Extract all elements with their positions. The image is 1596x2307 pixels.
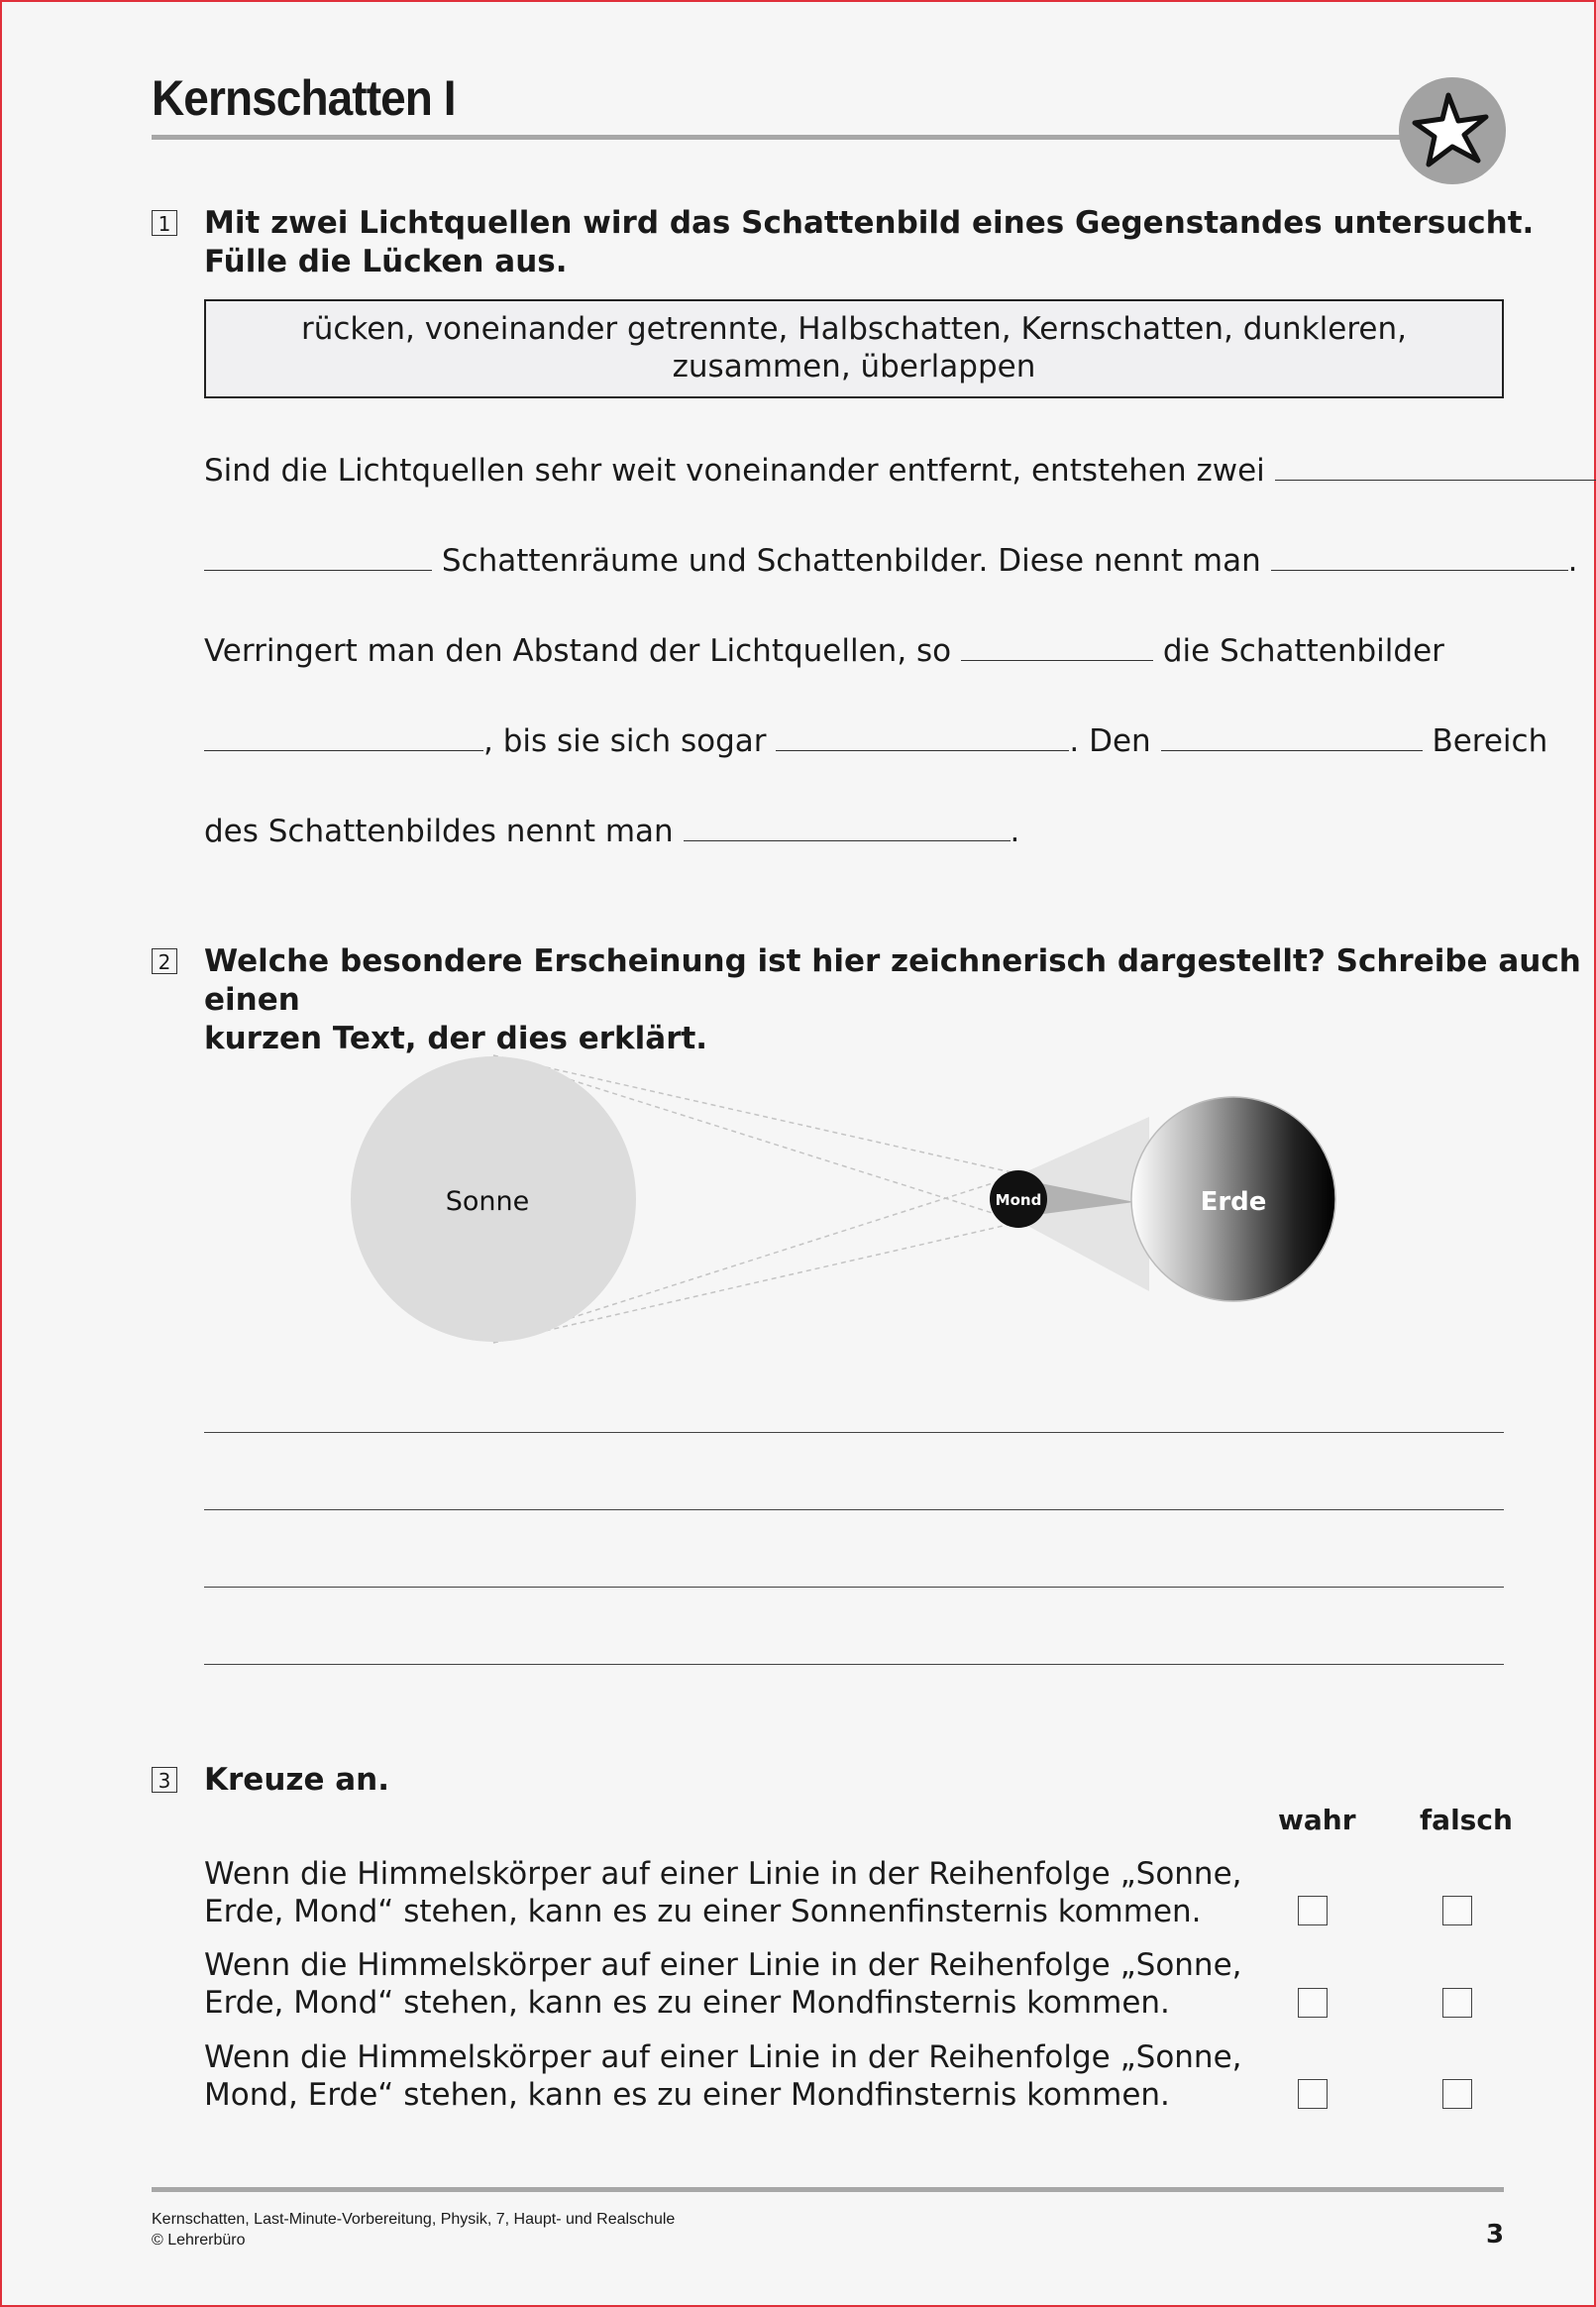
footer-info: Kernschatten, Last-Minute-Vorbereitung, Physik, 7, Haupt- und Realschule © Lehrerbüro [152, 2211, 676, 2249]
task1-heading: Mit zwei Lichtquellen wird das Schattenbild eines Gegenstandes untersucht. Fülle die Lücken aus. [204, 205, 1535, 279]
answer-line-4[interactable] [204, 1664, 1504, 1665]
cloze-line-5: des Schattenbildes nennt man . [204, 811, 1019, 851]
task1-number: 1 [152, 210, 177, 236]
statement-2-false-checkbox[interactable] [1442, 1988, 1472, 2018]
cloze-line-1: Sind die Lichtquellen sehr weit voneinander entfernt, entstehen zwei [204, 450, 1596, 491]
eclipse-diagram [337, 1045, 1357, 1353]
task3-number: 3 [152, 1767, 177, 1793]
cloze-blank-8[interactable] [684, 811, 1011, 841]
cloze-blank-5[interactable] [204, 720, 483, 751]
column-false: falsch [1420, 1804, 1513, 1836]
page-number: 3 [1486, 2220, 1505, 2250]
statement-1-false-checkbox[interactable] [1442, 1896, 1472, 1925]
statement-2-true-checkbox[interactable] [1298, 1988, 1328, 2018]
title-rule [152, 135, 1415, 140]
answer-line-1[interactable] [204, 1432, 1504, 1433]
cloze-blank-4[interactable] [961, 630, 1153, 661]
page-title: Kernschatten I [152, 70, 456, 126]
cloze-blank-6[interactable] [776, 720, 1069, 751]
cloze-blank-2[interactable] [204, 540, 432, 571]
column-true: wahr [1278, 1804, 1356, 1836]
footer-rule [152, 2187, 1504, 2192]
cloze-line-4: , bis sie sich sogar . Den Bereich [204, 720, 1547, 761]
moon-label: Mond [995, 1191, 1042, 1209]
statement-3: Wenn die Himmelskörper auf einer Linie in der Reihenfolge „Sonne, Mond, Erde“ stehen, kann es zu einer Mondfinsternis kommen. [204, 2039, 1242, 2113]
statement-2: Wenn die Himmelskörper auf einer Linie in der Reihenfolge „Sonne, Erde, Mond“ stehen, kann es zu einer Mondfinsternis kommen. [204, 1947, 1242, 2021]
answer-line-3[interactable] [204, 1587, 1504, 1588]
earth-label: Erde [1200, 1187, 1267, 1217]
task2-number: 2 [152, 948, 177, 974]
word-box: rücken, voneinander getrennte, Halbschatten, Kernschatten, dunkleren, zusammen, überlappen [204, 299, 1504, 398]
cloze-line-2: Schattenräume und Schattenbilder. Diese nennt man . [204, 540, 1577, 581]
statement-3-false-checkbox[interactable] [1442, 2079, 1472, 2109]
cloze-line-3: Verringert man den Abstand der Lichtquellen, so die Schattenbilder [204, 630, 1444, 671]
star-icon [1399, 77, 1506, 184]
cloze-blank-1[interactable] [1275, 450, 1596, 481]
task2-heading: Welche besondere Erscheinung ist hier zeichnerisch dargestellt? Schreibe auch einen kurzen Text, der dies erklärt. [204, 943, 1581, 1056]
cloze-blank-7[interactable] [1161, 720, 1423, 751]
cloze-blank-3[interactable] [1271, 540, 1568, 571]
task3-heading: Kreuze an. [204, 1762, 390, 1798]
answer-line-2[interactable] [204, 1509, 1504, 1510]
statement-1: Wenn die Himmelskörper auf einer Linie in der Reihenfolge „Sonne, Erde, Mond“ stehen, kann es zu einer Sonnenfinsternis kommen. [204, 1856, 1242, 1929]
sun-label: Sonne [445, 1186, 530, 1217]
statement-3-true-checkbox[interactable] [1298, 2079, 1328, 2109]
statement-1-true-checkbox[interactable] [1298, 1896, 1328, 1925]
star-badge [1399, 77, 1506, 184]
